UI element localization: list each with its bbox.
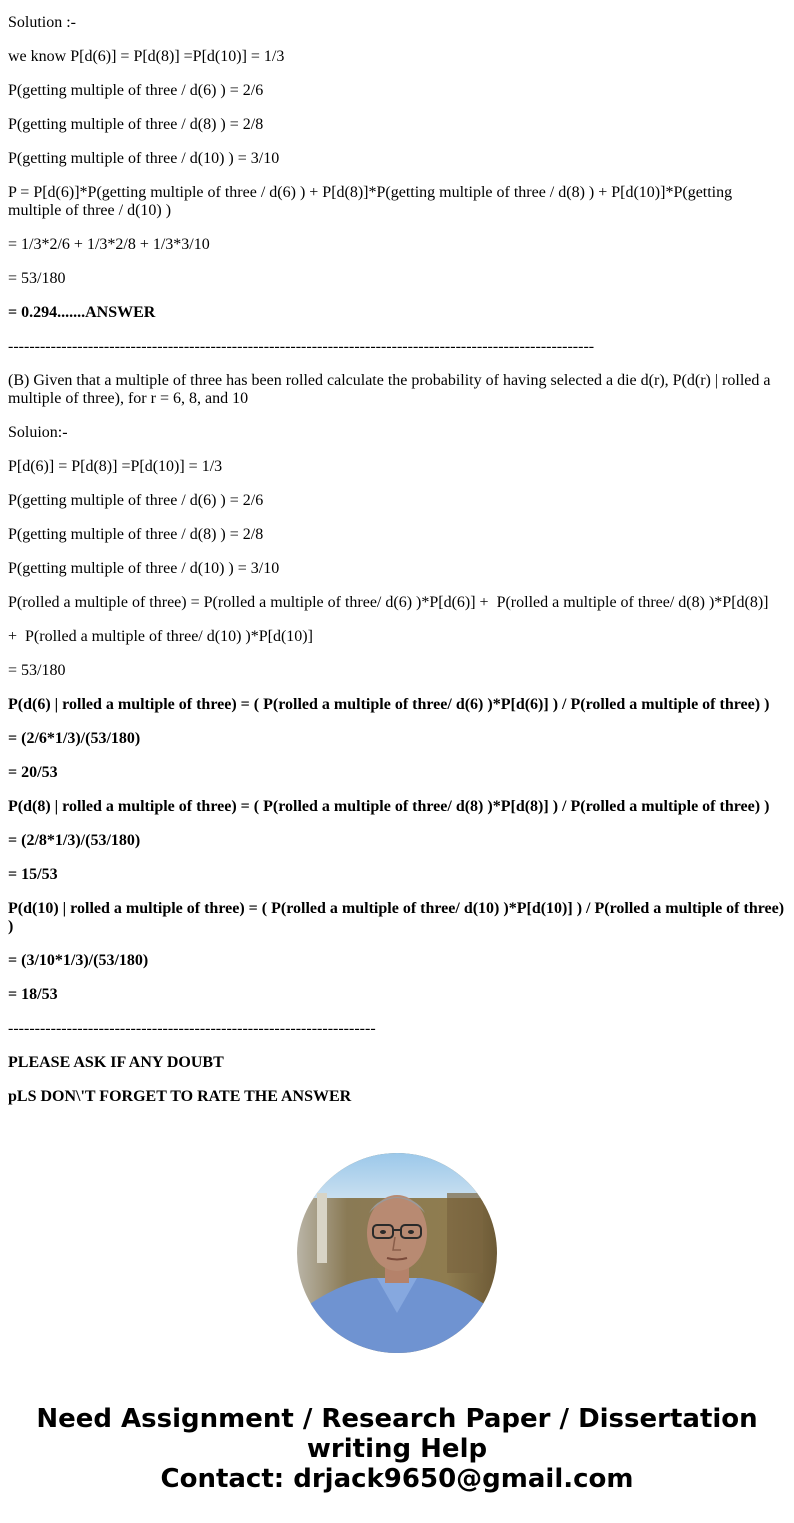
answer-line: = 0.294.......ANSWER (8, 304, 156, 321)
paragraph: + P(rolled a multiple of three/ d(10) )*P[d(10)] (8, 628, 313, 645)
author-avatar (297, 1153, 497, 1353)
result-d10: P(d(10) | rolled a multiple of three) = ( P(rolled a multiple of three/ d(10) )*P[d(10)] ) / P(rolled a multiple of three) ) (8, 900, 789, 935)
paragraph: = (3/10*1/3)/(53/180) (8, 952, 149, 969)
paragraph: we know P[d(6)] = P[d(8)] =P[d(10)] = 1/3 (8, 48, 285, 65)
paragraph: = 53/180 (8, 270, 66, 287)
paragraph: = (2/8*1/3)/(53/180) (8, 832, 141, 849)
paragraph: = 18/53 (8, 986, 58, 1003)
paragraph: P = P[d(6)]*P(getting multiple of three / d(6) ) + P[d(8)]*P(getting multiple of three / d(8) ) + P[d(10)]*P(getting multiple of three / d(10) ) (8, 184, 737, 219)
paragraph: = 15/53 (8, 866, 58, 883)
solution-document (8, 14, 789, 1122)
paragraph: P(getting multiple of three / d(8) ) = 2/8 (8, 116, 264, 133)
paragraph: P(getting multiple of three / d(6) ) = 2/6 (8, 492, 264, 509)
contact-line: Contact: drjack9650@gmail.com (160, 1464, 634, 1494)
promo-banner (0, 1404, 794, 1494)
divider-line: -------------------------------------------------------------------------------------------------------------- (8, 338, 595, 355)
promo-line: writing Help (306, 1434, 488, 1464)
paragraph: Solution :- (8, 14, 77, 31)
paragraph: P(rolled a multiple of three) = P(rolled a multiple of three/ d(6) )*P[d(6)] + P(rolled a multiple of three/ d(8) )*P[d(8)] (8, 594, 769, 611)
paragraph: Soluion:- (8, 424, 68, 441)
paragraph: P(getting multiple of three / d(10) ) = 3/10 (8, 560, 280, 577)
paragraph: = (2/6*1/3)/(53/180) (8, 730, 141, 747)
paragraph: P(getting multiple of three / d(8) ) = 2/8 (8, 526, 264, 543)
divider-line: --------------------------------------------------------------------- (8, 1020, 376, 1037)
paragraph: P(getting multiple of three / d(6) ) = 2/6 (8, 82, 264, 99)
paragraph: = 20/53 (8, 764, 58, 781)
question-b: (B) Given that a multiple of three has been rolled calculate the probability of having selected a die d(r), P(d(r) | rolled a multiple of three), for r = 6, 8, and 10 (8, 372, 775, 407)
paragraph: = 53/180 (8, 662, 66, 679)
paragraph: P[d(6)] = P[d(8)] =P[d(10)] = 1/3 (8, 458, 223, 475)
ask-doubt-note: PLEASE ASK IF ANY DOUBT (8, 1054, 224, 1071)
result-d6: P(d(6) | rolled a multiple of three) = ( P(rolled a multiple of three/ d(6) )*P[d(6)] ) / P(rolled a multiple of three) ) (8, 696, 770, 713)
rate-answer-note: pLS DON\'T FORGET TO RATE THE ANSWER (8, 1088, 352, 1105)
paragraph: = 1/3*2/6 + 1/3*2/8 + 1/3*3/10 (8, 236, 210, 253)
promo-line: Need Assignment / Research Paper / Dissertation (36, 1404, 758, 1434)
paragraph: P(getting multiple of three / d(10) ) = 3/10 (8, 150, 280, 167)
person-photo-icon (297, 1153, 497, 1353)
result-d8: P(d(8) | rolled a multiple of three) = ( P(rolled a multiple of three/ d(8) )*P[d(8)] ) / P(rolled a multiple of three) ) (8, 798, 770, 815)
